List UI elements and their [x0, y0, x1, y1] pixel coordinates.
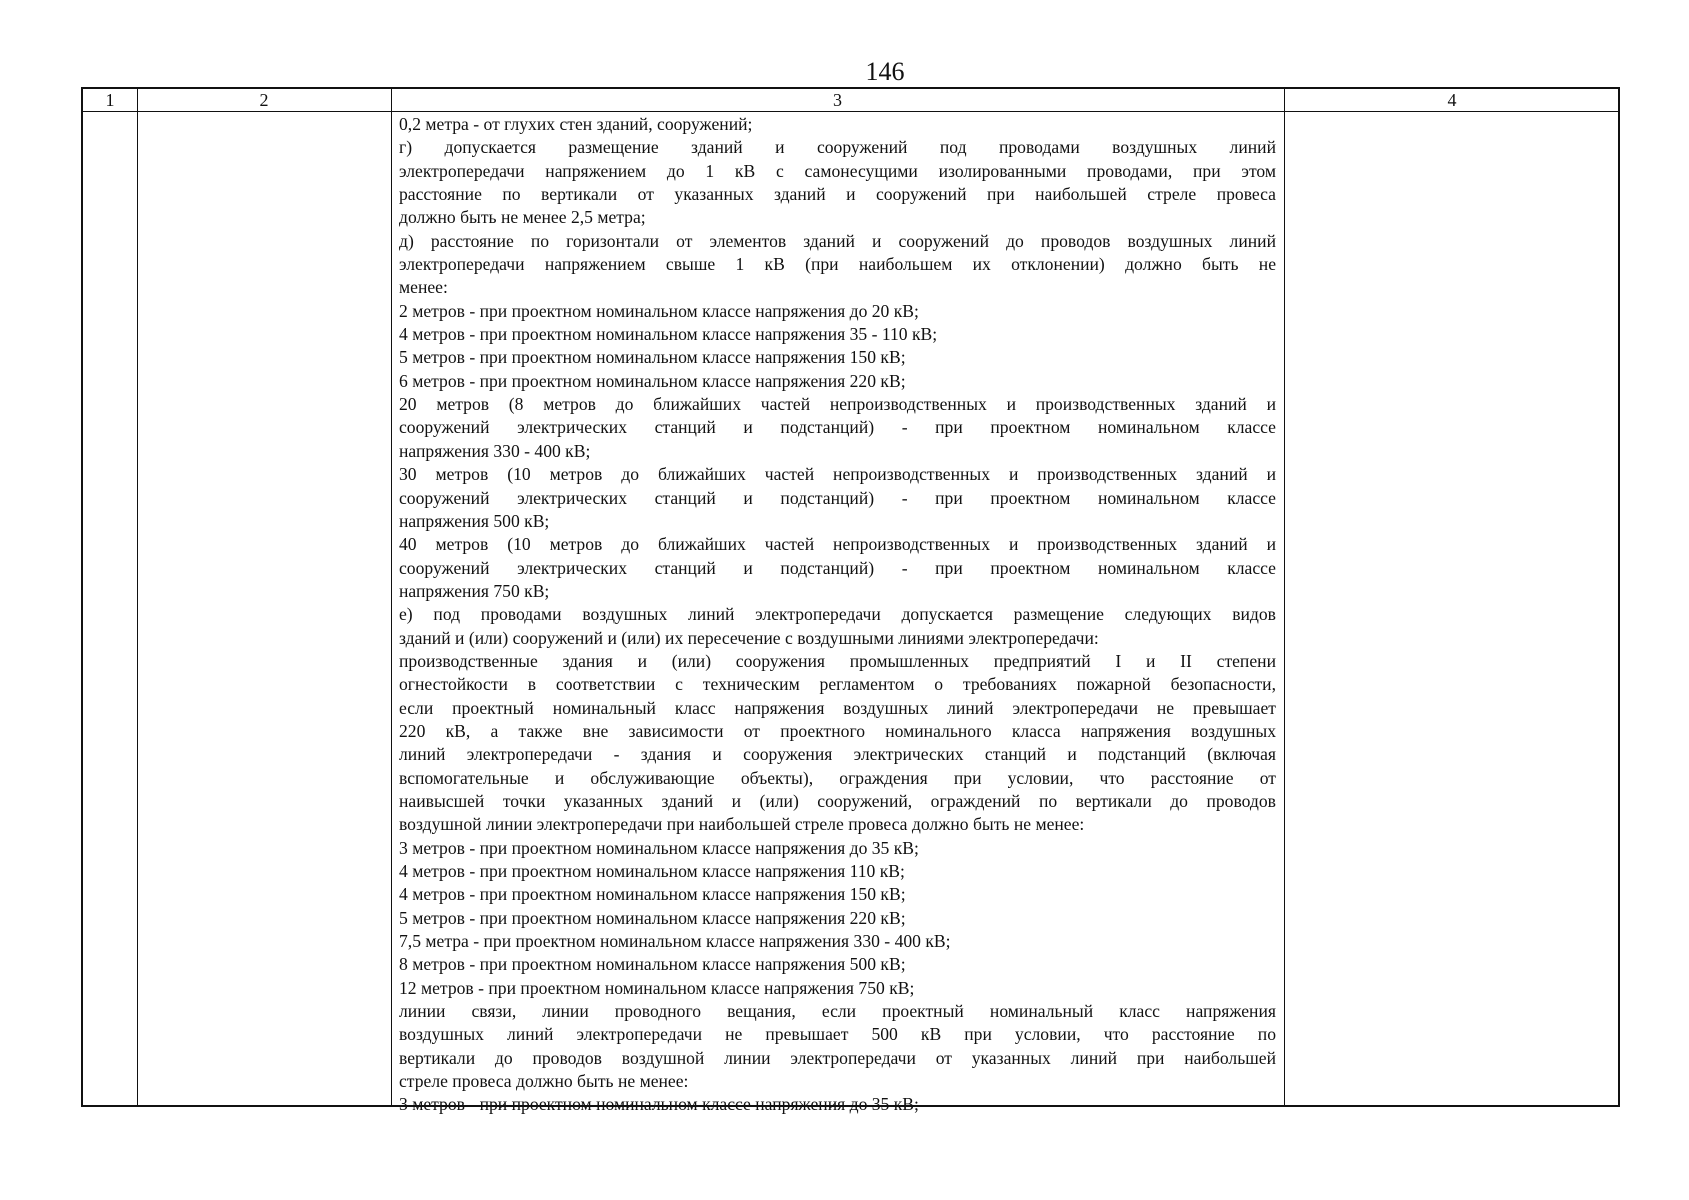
text-line: линии связи, линии проводного вещания, если проектный номинальный класс напряжения — [399, 1001, 1276, 1022]
text-line: г) допускается размещение зданий и сооружений под проводами воздушных линий — [399, 137, 1276, 158]
text-line: вертикали до проводов воздушной линии электропередачи от указанных линий при наибольшей — [399, 1047, 1276, 1068]
text-line: 3 метров - при проектном номинальном классе напряжения до 35 кВ; — [399, 837, 919, 858]
text-line: напряжения 500 кВ; — [399, 510, 550, 531]
text-line: 220 кВ, а также вне зависимости от проектного номинального класса напряжения воздушных — [399, 720, 1276, 741]
text-line: 30 метров (10 метров до ближайших частей непроизводственных и производственных зданий и — [399, 464, 1276, 485]
text-line: электропередачи напряжением свыше 1 кВ (при наибольшем их отклонении) должно быть не — [399, 254, 1276, 275]
column-divider — [391, 89, 392, 1105]
text-line: воздушных линий электропередачи не превышает 500 кВ при условии, что расстояние по — [399, 1024, 1276, 1045]
text-line: воздушной линии электропередачи при наибольшей стреле провеса должно быть не менее: — [399, 814, 1085, 835]
text-line: расстояние по вертикали от указанных зданий и сооружений при наибольшей стреле провеса — [399, 184, 1276, 205]
text-line: сооружений электрических станций и подстанций) - при проектном номинальном классе — [399, 487, 1276, 508]
text-line: 7,5 метра - при проектном номинальном классе напряжения 330 - 400 кВ; — [399, 931, 951, 952]
text-line: 3 метров - при проектном номинальном классе напряжения до 35 кВ; — [399, 1094, 919, 1115]
text-line: 5 метров - при проектном номинальном классе напряжения 150 кВ; — [399, 347, 906, 368]
text-line: 4 метров - при проектном номинальном классе напряжения 35 - 110 кВ; — [399, 324, 938, 345]
text-line: 40 метров (10 метров до ближайших частей непроизводственных и производственных зданий и — [399, 534, 1276, 555]
text-line: зданий и (или) сооружений и (или) их пересечение с воздушными линиями электропередачи: — [399, 627, 1099, 648]
header-divider — [83, 111, 1618, 112]
column-header-2: 2 — [259, 90, 269, 110]
column-divider — [137, 89, 138, 1105]
column-header-1: 1 — [105, 90, 115, 110]
text-line: вспомогательные и обслуживающие объекты), ограждения при условии, что расстояние от — [399, 767, 1276, 788]
page-number: 146 — [865, 57, 905, 86]
column-header-3: 3 — [833, 90, 842, 110]
text-line: 4 метров - при проектном номинальном классе напряжения 110 кВ; — [399, 861, 905, 881]
text-line: 8 метров - при проектном номинальном классе напряжения 500 кВ; — [399, 954, 906, 975]
text-line: 0,2 метра - от глухих стен зданий, сооружений; — [399, 114, 753, 134]
text-line: менее: — [399, 277, 448, 298]
text-line: наивысшей точки указанных зданий и (или) сооружений, ограждений по вертикали до проводов — [399, 790, 1276, 811]
text-line: е) под проводами воздушных линий электропередачи допускается размещение следующих видов — [399, 604, 1276, 625]
text-line: должно быть не менее 2,5 метра; — [399, 207, 646, 228]
text-line: 2 метров - при проектном номинальном классе напряжения до 20 кВ; — [399, 300, 919, 321]
text-line: 5 метров - при проектном номинальном классе напряжения 220 кВ; — [399, 907, 906, 928]
text-line: производственные здания и (или) сооружения промышленных предприятий I и II степени — [399, 650, 1276, 671]
text-line: д) расстояние по горизонтали от элементов зданий и сооружений до проводов воздушных линий — [399, 230, 1276, 251]
text-line: 6 метров - при проектном номинальном классе напряжения 220 кВ; — [399, 370, 906, 391]
text-line: 12 метров - при проектном номинальном классе напряжения 750 кВ; — [399, 977, 915, 998]
table-cell-col3-text — [399, 113, 1276, 1117]
text-line: 4 метров - при проектном номинальном классе напряжения 150 кВ; — [399, 884, 906, 905]
text-line: сооружений электрических станций и подстанций) - при проектном номинальном классе — [399, 417, 1276, 438]
column-header-4: 4 — [1447, 90, 1457, 110]
text-line: стреле провеса должно быть не менее: — [399, 1071, 689, 1092]
text-line: электропередачи напряжением до 1 кВ с самонесущими изолированными проводами, при этом — [399, 160, 1276, 181]
text-line: напряжения 330 - 400 кВ; — [399, 440, 591, 461]
text-line: напряжения 750 кВ; — [399, 580, 550, 601]
text-line: линий электропередачи - здания и сооружения электрических станций и подстанций (включая — [399, 744, 1276, 765]
requirements-table — [81, 87, 1620, 1115]
text-line: огнестойкости в соответствии с техническим регламентом о требованиях пожарной безопасности, — [399, 674, 1276, 695]
text-line: сооружений электрических станций и подстанций) - при проектном номинальном классе — [399, 557, 1276, 578]
text-line: 20 метров (8 метров до ближайших частей непроизводственных и производственных зданий и — [399, 394, 1276, 415]
column-divider — [1284, 89, 1285, 1105]
text-line: если проектный номинальный класс напряжения воздушных линий электропередачи не превышает — [399, 697, 1276, 718]
